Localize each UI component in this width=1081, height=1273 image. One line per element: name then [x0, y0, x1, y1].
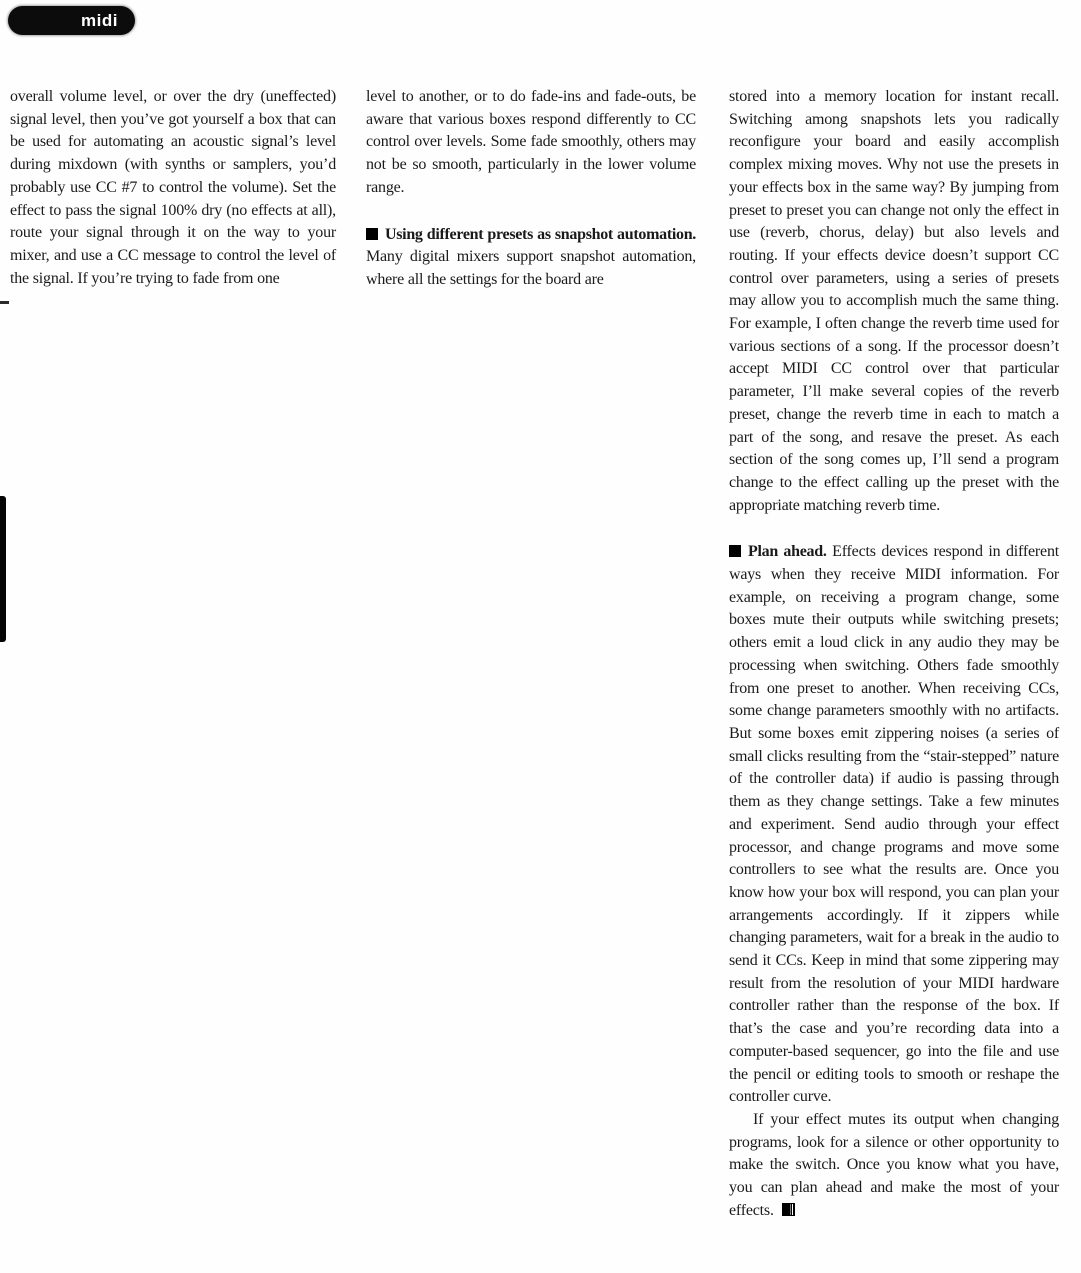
section-bullet-icon — [366, 228, 378, 240]
column-3 — [729, 86, 1059, 1222]
paragraph-text: level to another, or to do fade-ins and fade-outs, be aware that various boxes respond differently to CC control over levels. Some fade smoothly, others may not be so smooth, particularly in the lower volume range. — [366, 88, 696, 196]
paragraph-text: If your effect mutes its output when changing programs, look for a silence or other opportunity to make the switch. Once you know what you have, you can plan ahead and make the most of your effects. — [729, 1110, 1059, 1219]
article-paragraph — [729, 541, 1059, 1109]
paragraph-text: Many digital mixers support snapshot automation, where all the settings for the board are — [366, 248, 696, 288]
section-heading: Plan ahead. — [748, 543, 827, 561]
midi-section-tab — [8, 6, 135, 35]
page-edge-dash-mark — [0, 301, 9, 304]
article-paragraph — [729, 1109, 1059, 1223]
paragraph-text: Effects devices respond in different ways when they receive MIDI information. For example, on receiving a program change, some boxes mute their outputs while switching presets; others emit a loud click in any audio they may be processing when switching. Others fade smoothly from one preset to another. When receiving CCs, some change parameters smoothly with no artifacts. But some boxes emit zippering noises (a series of small clicks resulting from the “stair-stepped” nature of the controller data) if audio is passing through them as they change settings. Take a few minutes and experiment. Send audio through your effect processor, and change programs and move some controllers to see what the results are. Once you know how your box will respond, you can plan your arrangements accordingly. If it zippers while changing parameters, wait for a break in the audio to send it CCs. Keep in mind that some zippering may result from the resolution of your MIDI hardware controller rather than the response of the box. If that’s the case and you’re recording data into a computer-based sequencer, go into the file and use the pencil or editing tools to smooth or reshape the controller curve. — [729, 543, 1059, 1106]
paragraph-text: overall volume level, or over the dry (uneffected) signal level, then you’ve got yourself a box that can be used for automating an acoustic signal’s level during mixdown (with synths or samplers, you’d probably use CC #7 to control the volume). Set the effect to pass the signal 100% dry (no effects at all), route your signal through it on the way to your mixer, and use a CC message to control the level of the signal. If you’re trying to fade from one — [10, 88, 336, 287]
article-paragraph — [366, 86, 696, 200]
column-1 — [10, 86, 336, 290]
section-bullet-icon — [729, 545, 741, 557]
column-2 — [366, 86, 696, 292]
section-heading: Using different presets as snapshot automation. — [385, 225, 696, 243]
paragraph-text: stored into a memory location for instant recall. Switching among snapshots lets you radically reconfigure your board and easily accomplish complex mixing moves. Why not use the presets in your effects box in the same way? By jumping from preset to preset you can change not only the effect in use (reverb, chorus, delay) but also levels and routing. If your effects device doesn’t support CC control over parameters, using a series of presets may allow you to accomplish much the same thing. For example, I often change the reverb time used for various sections of a song. If the processor doesn’t accept MIDI CC control over that particular parameter, I’ll make several copies of the reverb preset, change the reverb time in each to match a part of the song, and resave the preset. As each section of the song comes up, I’ll send a program change to the effect calling up the preset with the appropriate matching reverb time. — [729, 88, 1059, 514]
article-paragraph — [366, 224, 696, 292]
end-of-article-icon — [782, 1203, 795, 1216]
page-edge-bar-mark — [0, 496, 6, 642]
midi-tab-label: midi — [81, 10, 118, 30]
article-paragraph — [10, 86, 336, 290]
article-paragraph — [729, 86, 1059, 517]
